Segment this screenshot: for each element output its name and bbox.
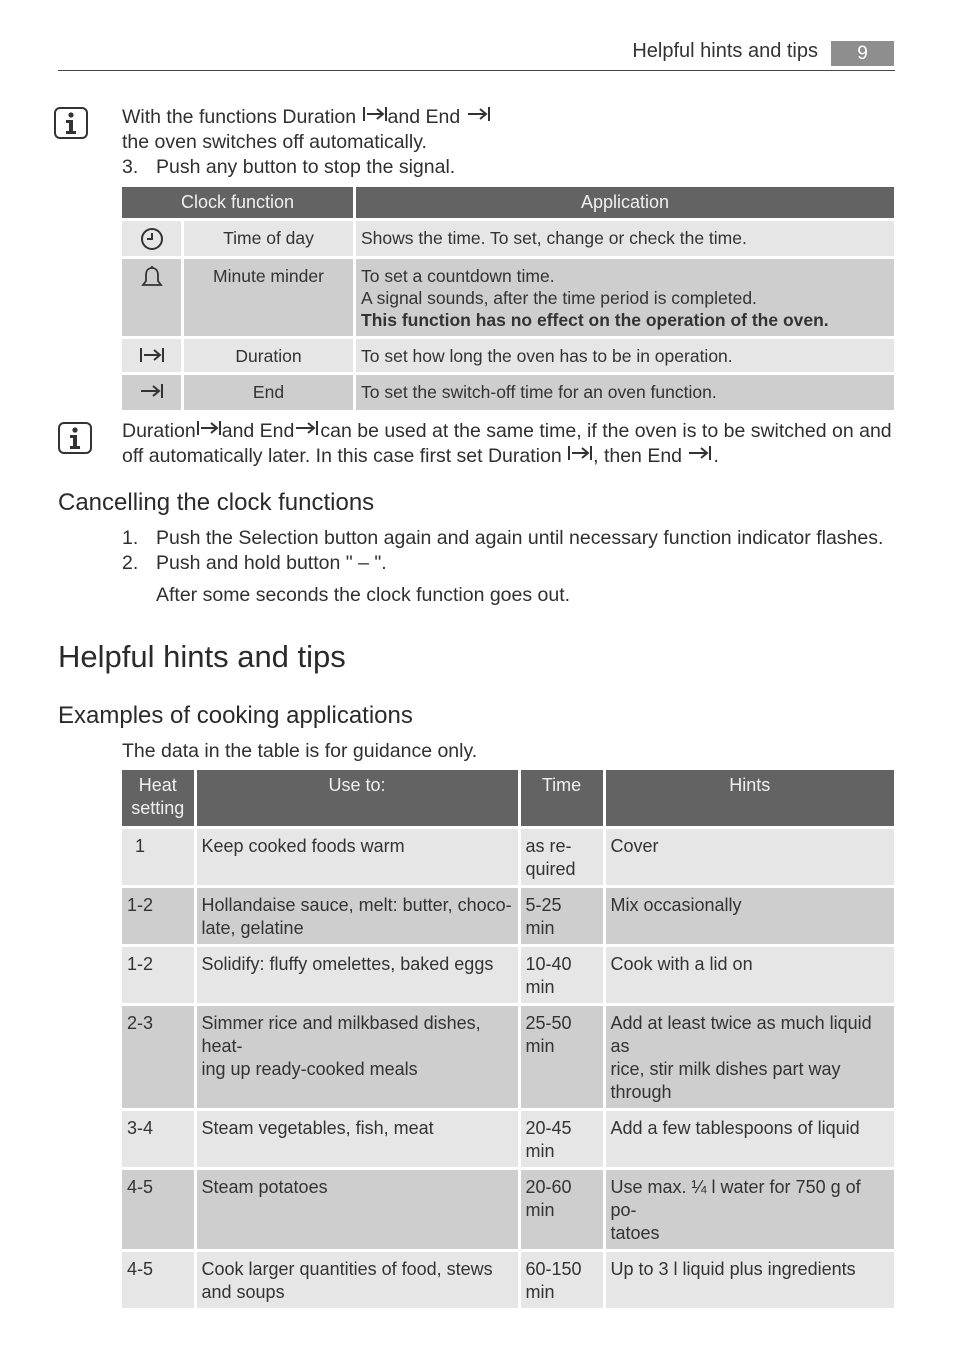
clock-icon xyxy=(122,220,183,258)
time-cell-line: min xyxy=(525,918,555,938)
table-row xyxy=(122,220,894,258)
note-functions-line1 xyxy=(122,105,492,130)
note-combined-line1 xyxy=(122,419,902,444)
function-application: To set the switch-off time for an oven function. xyxy=(355,374,895,410)
duration-icon xyxy=(362,105,388,130)
use-cell xyxy=(195,946,519,1005)
step-result: After some seconds the clock function goes out. xyxy=(156,584,571,606)
time-cell-line: 60-150 xyxy=(525,1259,582,1279)
time-cell-line: min xyxy=(525,977,555,997)
time-cell-line: min xyxy=(525,1282,555,1302)
time-cell-line: min xyxy=(525,1141,555,1161)
table-header: Application xyxy=(355,187,895,220)
note-text: can be used at the same time, if the oven is to be switched on and xyxy=(320,420,892,442)
time-cell xyxy=(519,1169,604,1251)
end-icon xyxy=(687,444,713,469)
duration-icon xyxy=(196,419,222,444)
table-row xyxy=(122,1251,894,1309)
step-number: 3. xyxy=(122,156,139,178)
note-text: , then End xyxy=(593,445,683,467)
use-cell-line: Solidify: fluffy omelettes, baked eggs xyxy=(201,954,494,974)
use-cell-line: Simmer rice and milkbased dishes, heat- xyxy=(201,1013,481,1056)
end-icon xyxy=(122,374,183,410)
info-icon xyxy=(54,107,88,139)
use-cell-line: ing up ready-cooked meals xyxy=(201,1059,418,1079)
time-cell xyxy=(519,946,604,1005)
hints-cell xyxy=(604,887,894,946)
function-name: Minute minder xyxy=(183,258,355,338)
clock-function-table xyxy=(122,187,894,410)
page-number: 9 xyxy=(831,41,894,66)
step-number: 2. xyxy=(122,552,139,574)
function-application xyxy=(355,258,895,338)
time-cell xyxy=(519,1251,604,1309)
duration-icon xyxy=(567,444,593,469)
heat-setting-cell: 4-5 xyxy=(122,1251,195,1309)
section-heading-cancelling: Cancelling the clock functions xyxy=(58,489,375,516)
use-cell-line: Keep cooked foods warm xyxy=(201,836,405,856)
time-cell-line: quired xyxy=(525,859,576,879)
note-text: and End xyxy=(387,106,461,128)
time-cell xyxy=(519,1005,604,1110)
hints-cell xyxy=(604,946,894,1005)
table-header xyxy=(122,770,195,828)
note-functions-line2: the oven switches off automatically. xyxy=(122,131,427,153)
note-combined-line2 xyxy=(122,444,719,469)
use-cell xyxy=(195,887,519,946)
header-line: setting xyxy=(131,798,185,818)
table-row xyxy=(122,258,894,338)
hints-cell xyxy=(604,1169,894,1251)
end-icon xyxy=(466,105,492,130)
info-icon xyxy=(58,422,92,454)
application-bold-line: This function has no effect on the operation of the oven. xyxy=(361,310,829,330)
hints-cell xyxy=(604,1110,894,1169)
use-cell xyxy=(195,828,519,887)
note-text: off automatically later. In this case first set Duration xyxy=(122,445,562,467)
table-row xyxy=(122,1169,894,1251)
step-number: 1. xyxy=(122,527,139,549)
hints-cell-line: Add at least twice as much liquid as xyxy=(610,1013,872,1056)
function-application: Shows the time. To set, change or check the time. xyxy=(355,220,895,258)
table-intro: The data in the table is for guidance only. xyxy=(122,740,478,762)
time-cell-line: min xyxy=(525,1036,555,1056)
hints-cell xyxy=(604,1251,894,1309)
time-cell-line: 10-40 xyxy=(525,954,572,974)
time-cell xyxy=(519,828,604,887)
end-icon xyxy=(294,419,320,444)
use-cell-line: Hollandaise sauce, melt: butter, choco- xyxy=(201,895,512,915)
time-cell-line: 20-45 xyxy=(525,1118,572,1138)
time-cell-line: min xyxy=(525,1200,555,1220)
step-text: Push the Selection button again and again until necessary function indicator flashes. xyxy=(156,527,884,549)
use-cell xyxy=(195,1169,519,1251)
duration-icon xyxy=(122,338,183,374)
function-name: End xyxy=(183,374,355,410)
bell-icon xyxy=(122,258,183,338)
time-cell xyxy=(519,1110,604,1169)
hints-cell-line: Use max. ¼ l water for 750 g of po- xyxy=(610,1177,861,1220)
table-row xyxy=(122,338,894,374)
hints-cell-line: Add a few tablespoons of liquid xyxy=(610,1118,860,1138)
use-cell-line: Steam potatoes xyxy=(201,1177,328,1197)
use-cell-line: Steam vegetables, fish, meat xyxy=(201,1118,434,1138)
hints-cell-line: Mix occasionally xyxy=(610,895,742,915)
time-cell-line: 5-25 xyxy=(525,895,562,915)
table-row xyxy=(122,1005,894,1110)
note-text: . xyxy=(713,445,719,467)
hints-cell-line: rice, stir milk dishes part way xyxy=(610,1059,841,1079)
heat-setting-cell: 1 xyxy=(122,828,195,887)
table-row xyxy=(122,374,894,410)
use-cell xyxy=(195,1005,519,1110)
table-header: Time xyxy=(519,770,604,828)
running-header-title: Helpful hints and tips xyxy=(632,40,818,62)
function-name: Time of day xyxy=(183,220,355,258)
heat-setting-cell: 4-5 xyxy=(122,1169,195,1251)
table-row xyxy=(122,828,894,887)
function-name: Duration xyxy=(183,338,355,374)
table-header: Hints xyxy=(604,770,894,828)
hints-cell-line: tatoes xyxy=(610,1223,660,1243)
hints-cell-line: Up to 3 l liquid plus ingredients xyxy=(610,1259,856,1279)
use-cell-line: and soups xyxy=(201,1282,285,1302)
section-heading-examples: Examples of cooking applications xyxy=(58,702,413,729)
cooking-applications-table xyxy=(122,770,894,1308)
page-title: Helpful hints and tips xyxy=(58,639,346,674)
hints-cell-line: Cook with a lid on xyxy=(610,954,753,974)
time-cell xyxy=(519,887,604,946)
note-text: Duration xyxy=(122,420,196,442)
hints-cell-line: through xyxy=(610,1082,672,1102)
function-application: To set how long the oven has to be in operation. xyxy=(355,338,895,374)
header-rule xyxy=(58,70,895,71)
time-cell-line: 25-50 xyxy=(525,1013,572,1033)
hints-cell xyxy=(604,1005,894,1110)
use-cell xyxy=(195,1110,519,1169)
table-header: Clock function xyxy=(122,187,355,220)
hints-cell xyxy=(604,828,894,887)
note-text: and End xyxy=(221,420,295,442)
header-line: Heat xyxy=(138,775,177,795)
table-header: Use to: xyxy=(195,770,519,828)
note-text: With the functions Duration xyxy=(122,106,357,128)
step-text: Push and hold button " – ". xyxy=(156,552,387,574)
hints-cell-line: Cover xyxy=(610,836,659,856)
table-row xyxy=(122,1110,894,1169)
use-cell-line: late, gelatine xyxy=(201,918,304,938)
time-cell-line: as re- xyxy=(525,836,572,856)
table-row xyxy=(122,946,894,1005)
heat-setting-cell: 3-4 xyxy=(122,1110,195,1169)
step-text: Push any button to stop the signal. xyxy=(156,156,456,178)
time-cell-line: 20-60 xyxy=(525,1177,572,1197)
heat-setting-cell: 1-2 xyxy=(122,946,195,1005)
application-line: To set a countdown time. xyxy=(361,266,555,286)
table-row xyxy=(122,887,894,946)
application-line: A signal sounds, after the time period is completed. xyxy=(361,288,757,308)
heat-setting-cell: 1-2 xyxy=(122,887,195,946)
use-cell xyxy=(195,1251,519,1309)
heat-setting-cell: 2-3 xyxy=(122,1005,195,1110)
use-cell-line: Cook larger quantities of food, stews xyxy=(201,1259,493,1279)
